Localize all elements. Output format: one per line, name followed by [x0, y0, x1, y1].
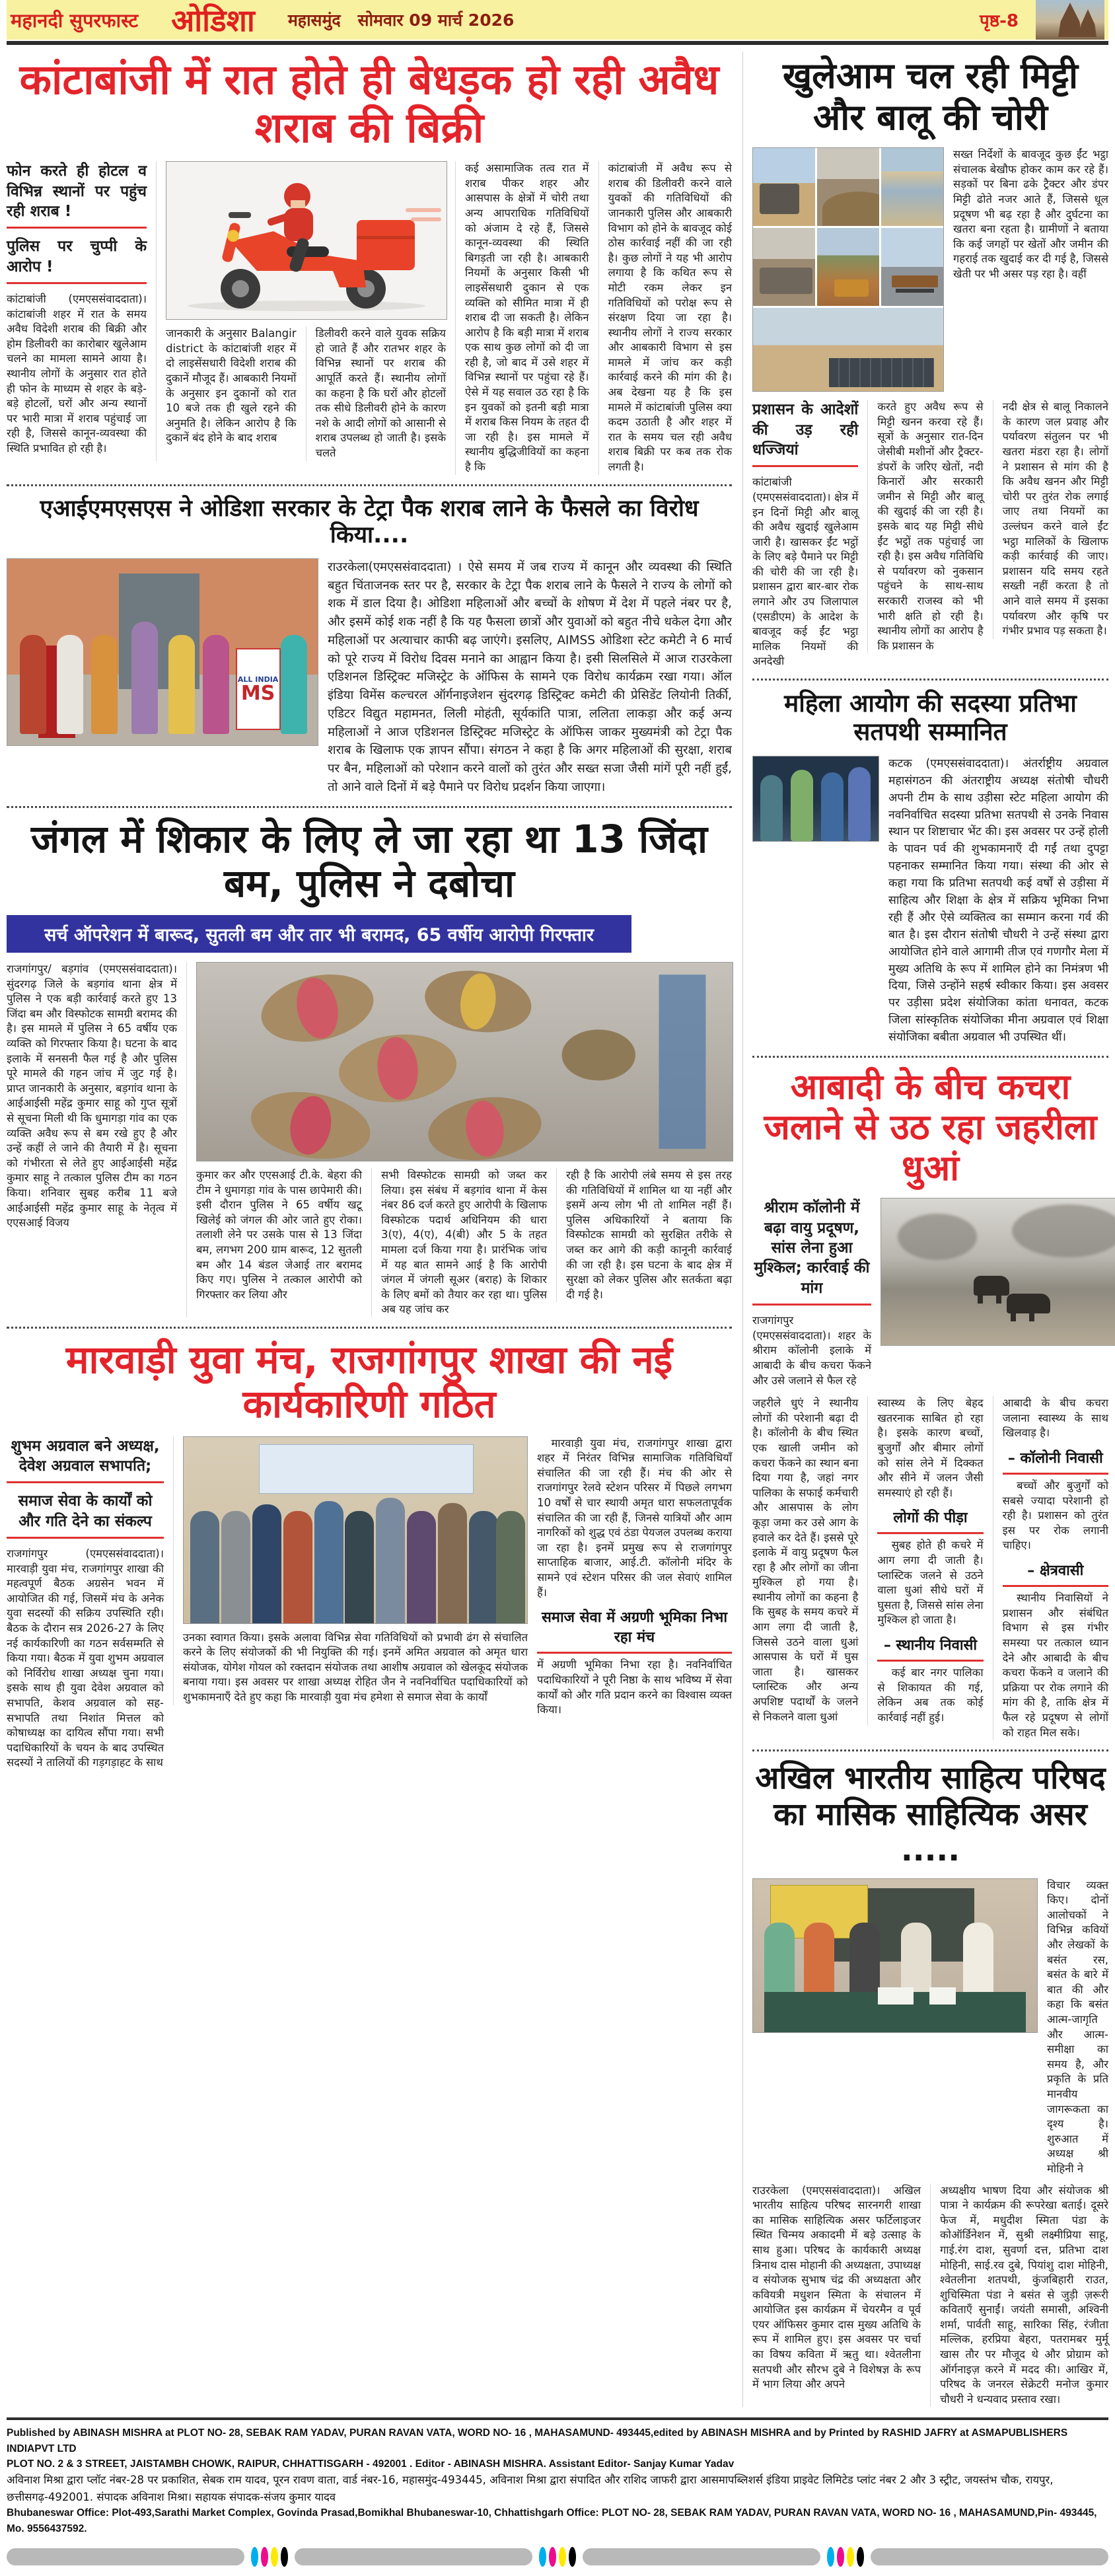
- liquor-body-4: कई असामाजिक तत्व रात में शराब पीकर शहर और आसपास के क्षेत्रों में चोरी तथा अन्य आपराधिक गतिविधियों को अंजाम दे रहे हैं, जिससे कानून-व्यवस्था की स्थिति बिगड़ती जा रही है। आबकारी नियमों के अनुसार किसी भी लाइसेंसधारी दुकान से एक व्यक्ति को सीमित मात्रा में ही शराब दी जा सकती है। लेकिन आरोप है कि बड़ी मात्रा में शराब एक साथ कुछ लोगों को दी जा रही है, जो बाद में उसे शहर में विभिन्न स्थानों पर पहुंचा रहे हैं। ऐसे में यह सवाल उठ रहा है कि इन युवकों को इतनी बड़ी मात्रा में शराब किस नियम के तहत दी जा रही है। इस मामले में स्थानीय बुद्धिजीवियों का कहना है कि: [455, 161, 589, 474]
- manch-body-2: मारवाड़ी युवा मंच, राजगांगपुर शाखा द्वारा शहर में निरंतर विभिन्न सामाजिक गतिविधियाँ संचालित की जा रही हैं। मंच की ओर से राजगांगपुर रेलवे स्टेशन परिसर में पिछले लगभग 10 वर्षों से चार स्थायी अमृत धारा सफलतापूर्वक संचालित की जा रही हैं, जिनसे यात्रियों और आम नागरिकों को शुद्ध एवं ठंडा पेयजल उपलब्ध कराया जा रहा है। इनमें प्रमुख रूप से राजगांगपुर साप्ताहिक बाजार, आई.टी. कॉलोनी मंदिर के सामने एवं स्टेशन परिसर की जल सेवाएं शामिल हैं।: [537, 1436, 732, 1599]
- imprint-line-3: अविनाश मिश्रा द्वारा प्लॉट नंबर-28 पर प्रकाशित, सेबक राम यादव, पूरन रावण वाता, वार्ड नंबर-16, महासमुंद-493445, अविनाश मिश्रा द्वारा संपादित और राशिद जाफरी द्वारा आसमापब्लिशर्स इंडिया प्राइवेट लिमिटेड प्लांट नंबर 2 और 3 स्ट्रीट, जयस्तंभ चौक, रायपुर,: [7, 2474, 1054, 2487]
- divider: [752, 1056, 1108, 1058]
- soil-body-2: करते हुए अवैध रूप से मिट्टी खनन करवा रहे हैं। सूत्रों के अनुसार रात-दिन जेसीबी मशीनों और ट्रैक्टर-डंपरों के जरिए खेतों, नदी किनारों और सरकारी जमीन से मिट्टी और बालू की खुदाई की जा रही है। इसके बाद यह मिट्टी सीधे ईंट भट्ठों तक पहुंचाई जा रही है। इस अवैध गतिविधि से पर्यावरण को नुकसान पहुंचने के साथ-साथ सरकारी राजस्व को भी भारी क्षति हो रही है। स्थानीय लोगों का आरोप है कि प्रशासन के: [867, 400, 983, 653]
- edition-title: ओडिशा: [171, 3, 255, 38]
- imprint-line-4: छत्तीसगढ़-492001. संपादक अविनाश मिश्रा। सहायक संपादक-संजय कुमार यादव: [7, 2490, 336, 2503]
- manch-col-1: [7, 1436, 164, 1771]
- divider: [7, 1327, 732, 1329]
- article-garbage: [752, 1067, 1108, 1740]
- manch-headline: मारवाड़ी युवा मंच, राजगांगपुर शाखा की नई कार्यकारिणी गठित: [65, 1337, 673, 1427]
- divider: [752, 679, 1108, 681]
- manch-standfirst-1: शुभम अग्रवाल बने अध्यक्ष, देवेश अग्रवाल सभापति;: [7, 1436, 164, 1484]
- bombs-strap: सर्च ऑपरेशन में बारूद, सुतली बम और तार भी बरामद, 65 वर्षीय आरोपी गिरफ्तार: [7, 915, 631, 953]
- imprint-line-1: Published by ABINASH MISHRA at PLOT NO- 28, SEBAK RAM YADAV, PURAN RAVAN VATA, WORD NO- 16 , MAHASAMUND- 493445,edited by ABINASH MISHRA and by Printed by RASHID JAFRY at ASMAPUBLISHERS INDIAPVT LTD: [7, 2427, 1068, 2454]
- sahitya-body-2: अध्यक्षीय भाषण दिया और संयोजक श्री पात्रा ने कार्यक्रम की रूपरेखा बताई। दूसरे फेज में, मधुदीश स्मिता पंडा के कोऑर्डिनेशन में, सुश्री लक्ष्मीप्रिया साहू, गाई.रंग दाश, सुवर्णा दत्त, प्रतिभा दाश मोहिनी, साई.रव दुबे, पियांशु दाश मोहिनी, श्वेतलीना शतपथी, कुंजबिहारी राउत, शुचिस्मिता पंडा ने बसंत से जुड़ी ज़रूरी कविताएँ सुनाईं। जयंती समासी, अश्विनी शर्मा, पार्वती साहू, सारिका सिंह, रंजीता मल्लिक, हरप्रिया बेहरा, पतरामबर मुर्मू खास तौर पर मौजूद थे और प्रोग्राम को ऑर्गनाइज़ करने में मदद की। आखिर में, परिषद के जनरल सेक्रेटरी मनोज कुमार चौधरी ने धन्यवाद प्रस्ताव रखा।: [930, 2184, 1108, 2408]
- soil-headline: खुलेआम चल रही मिट्टी और बालू की चोरी: [783, 55, 1078, 138]
- footer-rule: [7, 2417, 1108, 2420]
- delivery-scooter-illustration: [166, 161, 447, 320]
- soil-body-1: कांटाबांजी (एमएससंवाददाता)। क्षेत्र में इन दिनों मिट्टी और बालू की अवैध खुदाई खुलेआम जारी है। खासकर ईंट भट्ठों के लिए बड़े पैमाने पर मिट्टी की चोरी की जा रही है। प्रशासन द्वारा बार-बार रोक लगाने और उप जिलापाल (एसडीएम) के आदेश के बावजूद कई ईंट भट्ठा मालिक नियमों की अनदेखी: [752, 476, 859, 668]
- garbage-lead: [752, 1198, 871, 1388]
- imprint: [7, 2425, 1108, 2536]
- manch-standfirst-2: समाज सेवा के कार्यों को और गति देने का संकल्प: [7, 1491, 164, 1539]
- temple-photo: [1036, 0, 1104, 40]
- sahitya-headline: अखिल भारतीय साहित्य परिषद का मासिक साहित्यिक असर .....: [755, 1760, 1106, 1869]
- registration-bar: [871, 2548, 1108, 2565]
- soil-subhead: प्रशासन के आदेशों की उड़ रही धज्जियां: [752, 400, 858, 467]
- garbage-minihead-2: – स्थानीय निवासी: [877, 1636, 983, 1662]
- masthead-city: महासमुंद: [287, 11, 341, 30]
- garbage-body-a: राजगांगपुर (एमएससंवाददाता)। शहर के श्रीराम कॉलोनी इलाके में आबादी के बीच कचरा फेंकने और उसे जलाने से फैल रहे: [752, 1314, 871, 1387]
- soil-intro: सख्त निर्देशों के बावजूद कुछ ईंट भट्ठा संचालक बेखौफ होकर काम कर रहे हैं। सड़कों पर बिना ढके ट्रैक्टर और डंपर मिट्टी ढोते नजर आते हैं, जिससे धूल प्रदूषण भी बढ़ रहा है और दुर्घटना का खतरा बना रहता है। ग्रामीणों ने बताया कि कई जगहों पर खेतों और जमीन की गहराई तक खुदाई कर दी गई है, जिससे खेती पर भी असर पड़ रहा है। वहीं: [953, 148, 1108, 280]
- imprint-line-5: Bhubaneswar Office: Plot-493,Sarathi Market Complex, Govinda Prasad,Bomikhal Bhubaneswar-10, Chhattishgarh Office: PLOT NO- 28, SEBAK RAM YADAV, PURAN RAVAN VATA, WORD NO- 16 , MAHASAMUND,Pin- 493445, Mo. 9556437592.: [7, 2507, 1097, 2534]
- registration-bar: [295, 2548, 532, 2565]
- garbage-minihead-4: – क्षेत्रवासी: [1003, 1561, 1108, 1587]
- paper-name: महानदी सुपरफास्ट: [11, 9, 139, 32]
- seized-bombs-photo: [196, 962, 733, 1161]
- aimss-placard: [236, 648, 281, 730]
- masthead-dateline: सोमवार 09 मार्च 2026: [357, 11, 515, 30]
- collage-excavator-photo: [817, 228, 879, 306]
- commission-body: कटक (एमएससंवाददाता)। अंतर्राष्ट्रीय अग्रवाल महासंगठन की अंतराष्ट्रीय अध्यक्ष संतोषी चौधरी अपनी टीम के साथ उड़ीसा स्टेट महिला आयोग की नवनिर्वाचित सदस्या प्रतिभा सतपथी से उनके निवास स्थान पर शिष्टाचार भेंट की। इस अवसर पर उन्हें होली के पावन पर्व की शुभकामनाएँ दी गईं तथा दुपट्टा पहनाकर सम्मानित किया गया। संस्था की ओर से कहा गया कि प्रतिभा सतपथी कई वर्षों से उड़ीसा में साहित्य और शिक्षा के क्षेत्र में सक्रिय भूमिका निभा रही हैं और ऐसे व्यक्तित्व का सम्मान करना गर्व की बात है। इस दौरान संतोषी चौधरी ने उन्हें संस्था द्वारा आयोजित होने वाले आगामी तीज एवं गणगौर मेला में मुख्य अतिथि के रूप में शामिल होने का निमंत्रण भी दिया, जिसे उन्होंने सहर्ष स्वीकार किया। इस अवसर पर उड़ीसा प्रदेश संयोजिका कांता धनावत, कटक जिला सांस्कृतिक संयोजिका मीना अग्रवाल एवं शिक्षा संयोजिका बबीता अग्रवाल भी उपस्थित थीं।: [888, 756, 1108, 1045]
- registration-bar: [7, 2548, 244, 2565]
- divider: [7, 806, 732, 808]
- manch-banner: [259, 1444, 473, 1494]
- bombs-body-2: कुमार कर और एएसआई टी.के. बेहरा की टीम ने धुमागड़ा गांव के पास छापेमारी की। इसी दौरान पुलिस ने 65 वर्षीय खटू खिलेई को जंगल की ओर जाते हुए रोका। तलाशी लेने पर उसके पास से 13 जिंदा बम, लगभग 200 ग्राम बारूद, 12 सुतली बम और 14 बंडल जेआई तार बरामद किए गए। पुलिस ने तत्काल आरोपी को गिरफ्तार कर लिया और: [196, 1169, 362, 1301]
- print-registration-strip: [7, 2547, 1108, 2567]
- cmyk-dots: [251, 2547, 288, 2567]
- bombs-body-1: राजगांगपुर/ बड़गांव (एमएससंवाददाता)। सुंदरगढ़ जिले के बड़गांव थाना क्षेत्र में पुलिस ने एक बड़ी कार्रवाई करते हुए 13 जिंदा बम और विस्फोटक सामग्री बरामद की है। इस मामले में पुलिस ने 65 वर्षीय एक व्यक्ति को गिरफ्तार किया है। घटना के बाद इलाके में सनसनी फैल गई है और पुलिस पूरे मामले की गहन जांच में जुट गई है। प्राप्त जानकारी के अनुसार, बड़गांव थाना के आईआईसी महेंद्र कुमार साहू को गुप्त सूत्रों से सूचना मिली थी कि धुमागड़ा गांव का एक व्यक्ति अवैध रूप से बम रखे हुए है और उन्हें कहीं ले जाने की तैयारी में है। सूचना को गंभीरता से लेते हुए आईआईसी महेंद्र कुमार साहू ने तत्काल पुलिस टीम का गठन किया। शनिवार सुबह करीब 11 बजे आईआईसी महेंद्र कुमार साहू के नेतृत्व में एएसआई विजय: [7, 963, 177, 1230]
- article-soil: [752, 55, 1108, 669]
- liquor-body-2: जानकारी के अनुसार Balangir district के कांटाबांजी शहर में दो लाइसेंसधारी विदेशी शराब की दुकानें मौजूद हैं। आबकारी नियमों के अनुसार इन दुकानों को रात 10 बजे तक ही खुले रहने की अनुमति है। लेकिन आरोप है कि दुकानें बंद होने के बाद शराब: [166, 327, 297, 445]
- garbage-minihead-3: – कॉलोनी निवासी: [1003, 1449, 1108, 1475]
- liquor-body-5: कांटाबांजी में अवैध रूप से शराब की डिलीवरी करने वाले युवकों की गतिविधियों की जानकारी पुलिस और आबकारी विभाग को होने के बावजूद कोई ठोस कार्रवाई नहीं की जा रही है। कुछ लोगों ने यह भी आरोप लगाया है कि कथित रूप से मोटी रकम लेकर इन गतिविधियों को परोक्ष रूप से संरक्षण दिया जा रहा है। स्थानीय लोगों ने राज्य सरकार और आबकारी विभाग से इस मामले में जांच कर कड़ी कार्रवाई करने की मांग की है। अब देखना यह है कि इस मामले में कांटाबांजी पुलिस क्या कदम उठाती है और शहर में रात के समय चल रही अवैध शराब बिक्री पर कब तक रोक लगती है।: [598, 161, 733, 474]
- sahitya-side-col: विचार व्यक्त किए। दोनों आलोचकों ने विभिन्न कवियों और लेखकों के बसंत रस, बसंत के बारे में बात की और कहा कि बसंत आत्म-जागृति और आत्म-समीक्षा का समय है, और प्रकृति के प्रति मानवीय जागरूकता का दृश्य है। शुरुआत में अध्यक्ष श्री मोहिनी ने: [1047, 1878, 1108, 2175]
- garbage-smoke-photo: [881, 1198, 1115, 1346]
- bombs-body-3: सभी विस्फोटक सामग्री को जब्त कर लिया। इस संबंध में बड़गांव थाना में केस नंबर 86 दर्ज करते हुए आरोपी के खिलाफ विस्फोटक पदार्थ अधिनियम की धारा 3(ए), 4(ए), 4(बी) और 5 के तहत मामला दर्ज किया गया है। प्रारंभिक जांच में यह बात सामने आई है कि आरोपी जंगल में जंगली सूअर (बराह) के शिकार के लिए बमों को तैयार कर रहा था। पुलिस अब यह जांच कर: [371, 1168, 547, 1317]
- manch-body-3: उनका स्वागत किया। इसके अलावा विभिन्न सेवा गतिविधियों को प्रभावी ढंग से संचालित करने के लिए संयोजकों की भी नियुक्ति की गई। इनमें अमित अग्रवाल को अमृत धारा संयोजक, योगेश गोयल को रक्तदान संयोजक तथा आशीष अग्रवाल को खेलकूद संयोजक बनाया गया। इस अवसर पर शाखा अध्यक्ष रोहित जैन ने नवनिर्वाचित पदाधिकारियों को शुभकामनाएँ देते हुए कहा कि मारवाड़ी युवा मंच हमेशा से समाज सेवा के कार्यों: [183, 1631, 528, 1703]
- registration-bar: [583, 2548, 820, 2565]
- cmyk-dots: [539, 2547, 576, 2567]
- manch-group-photo: [183, 1436, 528, 1624]
- article-liquor-headline: कांटाबांजी में रात होते ही बेधड़क हो रही अवैध शराब की बिक्री: [19, 55, 719, 153]
- article-commission: [752, 690, 1108, 1047]
- aimss-headline: एआईएमएसएस ने ओडिशा सरकार के टेट्रा पैक शराब लाने के फैसले का विरोध किया....: [40, 495, 699, 549]
- collage-truck-photo: [753, 148, 815, 226]
- masthead-rule: [7, 41, 1108, 45]
- soil-col-1: [752, 400, 858, 669]
- sahitya-meeting-photo: [752, 1878, 1038, 2033]
- manch-body-1: राजगांगपुर (एमएससंवाददाता)। मारवाड़ी युवा मंच, राजगांगपुर शाखा की महत्वपूर्ण बैठक अग्रसेन भवन में आयोजित की गई, जिसमें मंच के अनेक युवा सदस्यों की सक्रिय उपस्थिति रही। बैठक के दौरान सत्र 2026-27 के लिए नई कार्यकारिणी का गठन सर्वसम्मति से किया गया। बैठक में युवा शुभम अग्रवाल को निर्विरोध शाखा अध्यक्ष चुना गया। इसके साथ ही युवा देवेश अग्रवाल को सभापति, केशव अग्रवाल को सह-सभापति तथा निशांत मित्तल को कोषाध्यक्ष का दायित्व सौंपा गया। सभी पदाधिकारियों के चयन के बाद उपस्थित सदस्यों ने तालियों की गड़गड़ाहट के साथ: [7, 1547, 164, 1769]
- placard-line1: ALL INDIA: [237, 675, 279, 684]
- article-liquor: [7, 55, 732, 475]
- collage-flatbed-photo: [881, 228, 943, 306]
- bombs-body-4: रही है कि आरोपी लंबे समय से इस तरह की गतिविधियों में शामिल था या नहीं और इसमें अन्य लोग भी तो शामिल नहीं हैं। पुलिस अधिकारियों ने बताया कि विस्फोटक सामग्री को सुरक्षित तरीके से जब्त कर आगे की कड़ी कानूनी कार्रवाई की जा रही है। इस घटना के बाद क्षेत्र में सुरक्षा को लेकर पुलिस और सतर्कता बढ़ा दी गई है।: [556, 1168, 732, 1302]
- masthead: [7, 0, 1108, 40]
- collage-sand-pile-photo: [817, 148, 879, 226]
- left-column-region: [7, 52, 732, 2407]
- garbage-headline: आबादी के बीच कचरा जलाने से उठ रहा जहरीला धुआं: [764, 1067, 1097, 1189]
- garbage-body-2c: कई बार नगर पालिका से शिकायत की गई, लेकिन अब तक कोई कार्रवाई नहीं हुई।: [877, 1666, 984, 1724]
- right-column-region: [742, 52, 1108, 2407]
- bombs-headline: जंगल में शिकार के लिए ले जा रहा था 13 जिंदा बम, पुलिस ने दबोचा: [31, 816, 707, 906]
- garbage-body-3a: आबादी के बीच कचरा जलाना स्वास्थ्य के साथ खिलवाड़ है।: [1002, 1397, 1108, 1440]
- divider: [7, 484, 732, 486]
- article-bombs: [7, 817, 732, 1317]
- article-sahitya: [752, 1761, 1108, 2407]
- garbage-minihead-1: लोगों की पीड़ा: [877, 1508, 983, 1534]
- garbage-body-2a: स्वास्थ्य के लिए बेहद खतरनाक साबित हो रहा है। इसके कारण बच्चों, बुजुर्गों और बीमार लोगों को सांस लेने में दिक्कत और सीने में जलन जैसी समस्याएं हो रही हैं।: [877, 1397, 984, 1499]
- aimss-protest-photo: [7, 558, 318, 746]
- commission-headline: महिला आयोग की सदस्या प्रतिभा सतपथी सम्मानित: [784, 689, 1077, 746]
- garbage-body-3c: स्थानीय निवासियों ने प्रशासन और संबंधित विभाग से इस गंभीर समस्या पर तत्काल ध्यान देने और आबादी के बीच कचरा फेंकने व जलाने की प्रक्रिया पर रोक लगाने की मांग की है, ताकि क्षेत्र में फैल रहे प्रदूषण से लोगों को राहत मिल सके।: [1002, 1592, 1108, 1739]
- liquor-col-1: [7, 161, 147, 456]
- collage-dust-photo: [753, 228, 815, 306]
- liquor-standfirst-1: फोन करते ही होटल व विभिन्न स्थानों पर पहुंच रही शराब !: [7, 161, 147, 229]
- manch-middle: [173, 1436, 528, 1705]
- bombs-middle: [186, 962, 732, 1317]
- manch-minihead: समाज सेवा में अग्रणी भूमिका निभा रहा मंच: [537, 1608, 732, 1654]
- manch-body-4: में अग्रणी भूमिका निभा रहा है। नवनिर्वाचित पदाधिकारियों ने पूरी निष्ठा के साथ भविष्य में सेवा कार्यों को और गति प्रदान करने का विश्वास व्यक्त किया।: [537, 1658, 732, 1716]
- manch-col-3: [537, 1436, 732, 1718]
- aimss-body: राउरकेला(एमएससंवाददाता) । ऐसे समय में जब राज्य में कानून और व्यवस्था की स्थिति बहुत चिंताजनक स्तर पर है, सरकार के टेट्रा पैक शराब लाने के फैसले ने राज्य के लोगों को शक में डाल दिया है। ओडिशा महिलाओं और बच्चों के शोषण में देश में पहले नंबर पर है, और इसमें कोई शक नहीं है कि यह फैसला छात्रों और युवाओं को बहुत नीचे धकेल देगा और महिलाओं पर अत्याचार काफी बढ़ जाएंगे। इसलिए, AIMSS ओडिशा स्टेट कमेटी ने 6 मार्च को पूरे राज्य में विरोध दिवस मनाने का आह्वान किया है। इसी सिलसिले में आज राउरकेला एडिशनल डिस्ट्रिक्ट मजिस्ट्रेट के ऑफिस के सामने एक विरोध कार्यक्रम रखा गया। ऑल इंडिया विमेंस कल्चरल ऑर्गनाइजेशन सुंदरगढ़ डिस्ट्रिक्ट कमेटी की प्रेसिडेंट लियोनी तिर्की, एडिटर विद्युत महामनत, लिली मोहंती, सूर्यकांति पात्रा, ललिता लाकड़ा और कई अन्य महिलाओं ने आज एडिशनल डिस्ट्रिक्ट मजिस्ट्रेट के ऑफिस जाकर मुख्यमंत्री को टेट्रा पैक शराब के खिलाफ एक ज्ञापन सौंपा। संगठन ने कहा है कि अगर महिलाओं की सुरक्षा, शराब पर बैन, महिलाओं को परेशान करने वालों को तुरंत और सख्त सजा जैसी मांगें पूरी नहीं हुईं, तो आने वाले दिनों में बड़े पैमाने पर विरोध प्रदर्शन किया जाएगा।: [328, 560, 732, 794]
- divider: [752, 1749, 1108, 1751]
- collage-brick-kiln-photo: [753, 308, 943, 391]
- liquor-body-1: कांटाबांजी (एमएससंवाददाता)। कांटाबांजी शहर में रात के समय अवैध विदेशी शराब की बिक्री और होम डिलीवरी का कारोबार खुलेआम चलने का मामला सामने आया है। स्थानीय लोगों के अनुसार रात होते ही फोन के माध्यम से शहर के बड़े-बड़े होटलों, घरों और अन्य स्थानों पर भारी मात्रा में शराब पहुंचाई जा रही है, जिससे कानून-व्यवस्था की स्थिति प्रभावित हो रही है।: [7, 292, 147, 455]
- liquor-body-3: डिलीवरी करने वाले युवक सक्रिय हो जाते हैं और रातभर शहर के विभिन्न स्थानों पर शराब की आपूर्ति करते हैं। स्थानीय लोगों का कहना है कि घरों और होटलों तक सीधे डिलीवरी होने के कारण नशे के आदी लोगों को आसानी से शराब उपलब्ध हो जाती है। इसके चलते: [306, 326, 447, 460]
- commission-photo: [752, 756, 879, 842]
- liquor-middle: [156, 161, 446, 460]
- bombs-graphic: [197, 963, 733, 1161]
- liquor-standfirst-2: पुलिस पर चुप्पी के आरोप !: [7, 237, 147, 284]
- garbage-col-2: [867, 1396, 983, 1725]
- placard-line2: MS: [240, 681, 275, 705]
- soil-body-3: नदी क्षेत्र से बालू निकालने के कारण जल प्रवाह और पर्यावरण संतुलन पर भी खतरा मंडरा रहा है। लोगों ने प्रशासन से मांग की है कि अवैध खनन और मिट्टी चोरी पर तुरंत रोक लगाई जाए तथा नियमों का उल्लंघन करने वाले ईंट भट्ठा मालिकों के खिलाफ कड़ी कार्रवाई की जाए। प्रशासन यदि समय रहते सख्ती नहीं करता है तो आने वाले समय में इसका पर्यावरण और कृषि पर गंभीर प्रभाव पड़ सकता है।: [993, 400, 1108, 639]
- sahitya-body-1: राउरकेला (एमएससंवाददाता)। अखिल भारतीय साहित्य परिषद सारनगरी शाखा का मासिक साहित्यिक असर फर्टिलाइजर स्थित चिन्मय अकादमी में बड़े उत्साह के साथ हुआ। परिषद के कार्यकारी अध्यक्ष त्रिनाथ दास मोहानी की अध्यक्षता, उपाध्यक्ष व संयोजक सुभाष चंद्र की अध्यक्षता और कवियत्री मधुशन स्मिता के संचालन में आयोजित इस कार्यक्रम में चेयरमैन व पूर्व एयर ऑफिसर कुमार दास मुख्य अतिथि के रूप में शामिल हुए। इस अवसर पर चर्चा का विषय कविता में ऋतु था। श्वेतलीना सतपथी और सौरभ दुबे ने विशेषज्ञ के रूप में भाग लिया और अपने: [752, 2184, 921, 2391]
- garbage-body-3b: बच्चों और बुजुर्गों को सबसे ज्यादा परेशानी हो रही है। प्रशासन को तुरंत इस पर रोक लगानी चाहिए।: [1002, 1479, 1108, 1552]
- garbage-col-3: [993, 1396, 1108, 1740]
- garbage-body-1: जहरीले धुएं ने स्थानीय लोगों की परेशानी बढ़ा दी है। कॉलोनी के बीच स्थित एक खाली जमीन को कचरा फेंकने का स्थान बना दिया गया है, जहां नगर पालिका के सफाई कर्मचारी और आसपास के लोग कूड़ा जमा कर उसे आग के हवाले कर देते हैं। इससे पूरे इलाके में वायु प्रदूषण फैल रहा है और लोगों का जीना मुश्किल हो गया है। स्थानीय लोगों का कहना है कि सुबह के समय कचरे में आग लगा दी जाती है, जिससे उठने वाला धुआं आसपास के घरों में घुस जाता है। खासकर प्लास्टिक और अन्य अपशिष्ट पदार्थों के जलने से निकलने वाला धुआं: [752, 1397, 859, 1723]
- cmyk-dots: [827, 2547, 864, 2567]
- scooter-graphic: [166, 162, 447, 319]
- article-aimss: [7, 496, 732, 797]
- mining-photo-collage: [752, 147, 944, 392]
- imprint-line-2: PLOT NO. 2 & 3 STREET, JAISTAMBH CHOWK, RAIPUR, CHHATTISGARH - 492001 . Editor - ABINASH MISHRA. Assistant Editor- Sanjay Kumar Yadav: [7, 2458, 735, 2470]
- article-manch: [7, 1338, 732, 1771]
- page-number: पृष्ठ-8: [980, 11, 1019, 31]
- garbage-standfirst: श्रीराम कॉलोनी में बढ़ा वायु प्रदूषण, सांस लेना हुआ मुश्किल; कार्रवाई की मांग: [752, 1198, 871, 1306]
- collage-river-photo: [881, 148, 943, 226]
- garbage-body-2b: सुबह होते ही कचरे में आग लगा दी जाती है। प्लास्टिक जलने से उठने वाला धुआं सीधे घरों में घुसता है, जिससे सांस लेना मुश्किल हो जाता है।: [877, 1539, 984, 1627]
